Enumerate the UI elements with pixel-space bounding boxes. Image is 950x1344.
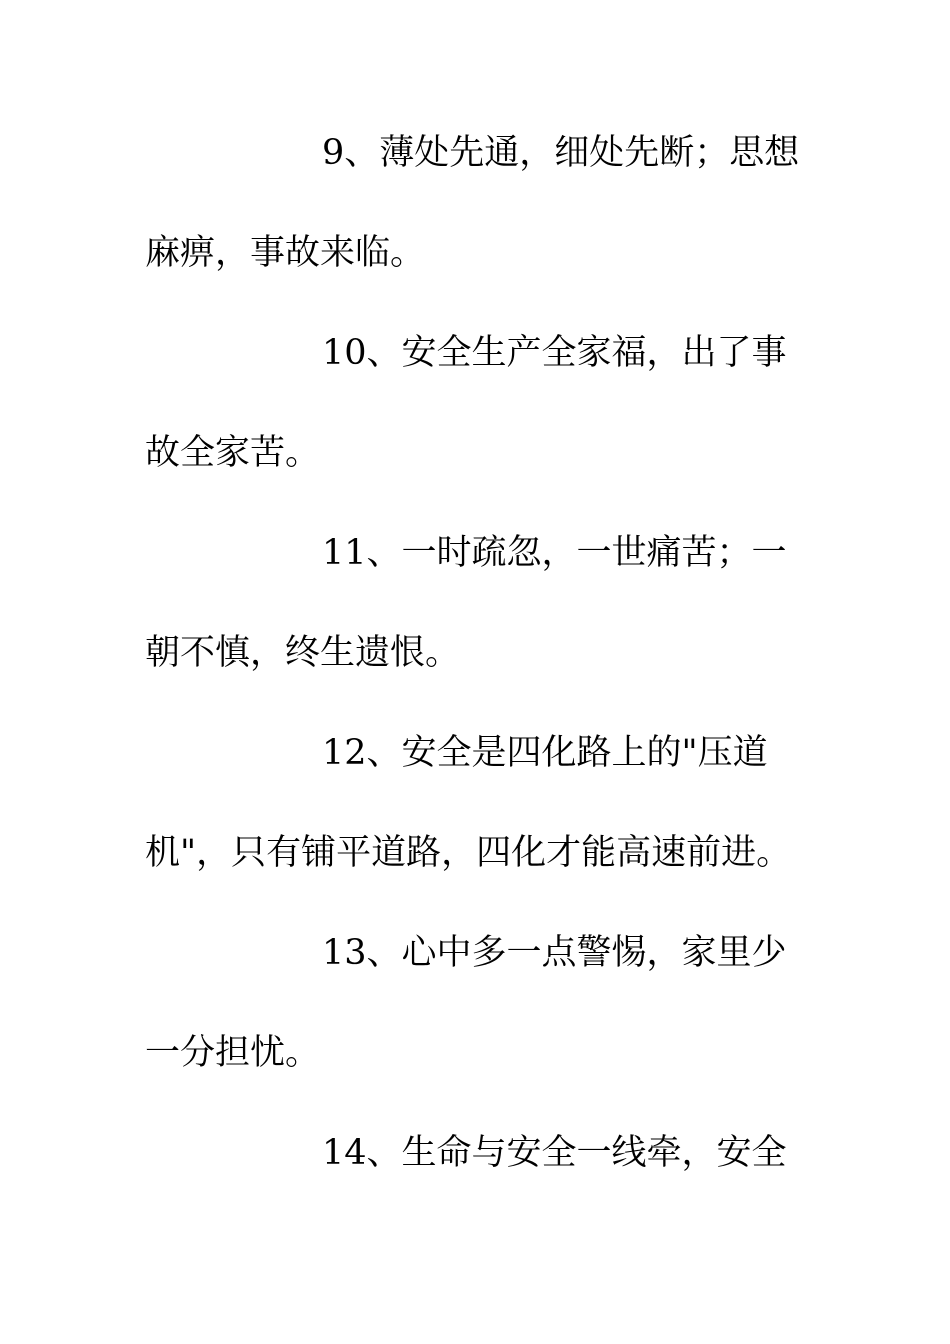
slogan-11-line-2: 朝不慎，终生遗恨。 [145,633,461,673]
slogan-13-line-2: 一分担忧。 [145,1033,321,1073]
slogan-11-line-1: 11、一时疏忽，一世痛苦；一 [322,533,787,573]
slogan-10-line-1: 10、安全生产全家福，出了事 [322,333,787,373]
slogan-12-line-1: 12、安全是四化路上的"压道 [322,733,768,773]
slogan-9-line-1: 9、薄处先通，细处先断；思想 [322,133,800,173]
slogan-9-line-2: 麻痹，事故来临。 [145,233,426,273]
slogan-12-line-2: 机"，只有铺平道路，四化才能高速前进。 [145,833,792,873]
slogan-13-line-1: 13、心中多一点警惕，家里少 [322,933,787,973]
slogan-14-line-1: 14、生命与安全一线牵，安全 [322,1133,787,1173]
slogan-10-line-2: 故全家苦。 [145,433,321,473]
